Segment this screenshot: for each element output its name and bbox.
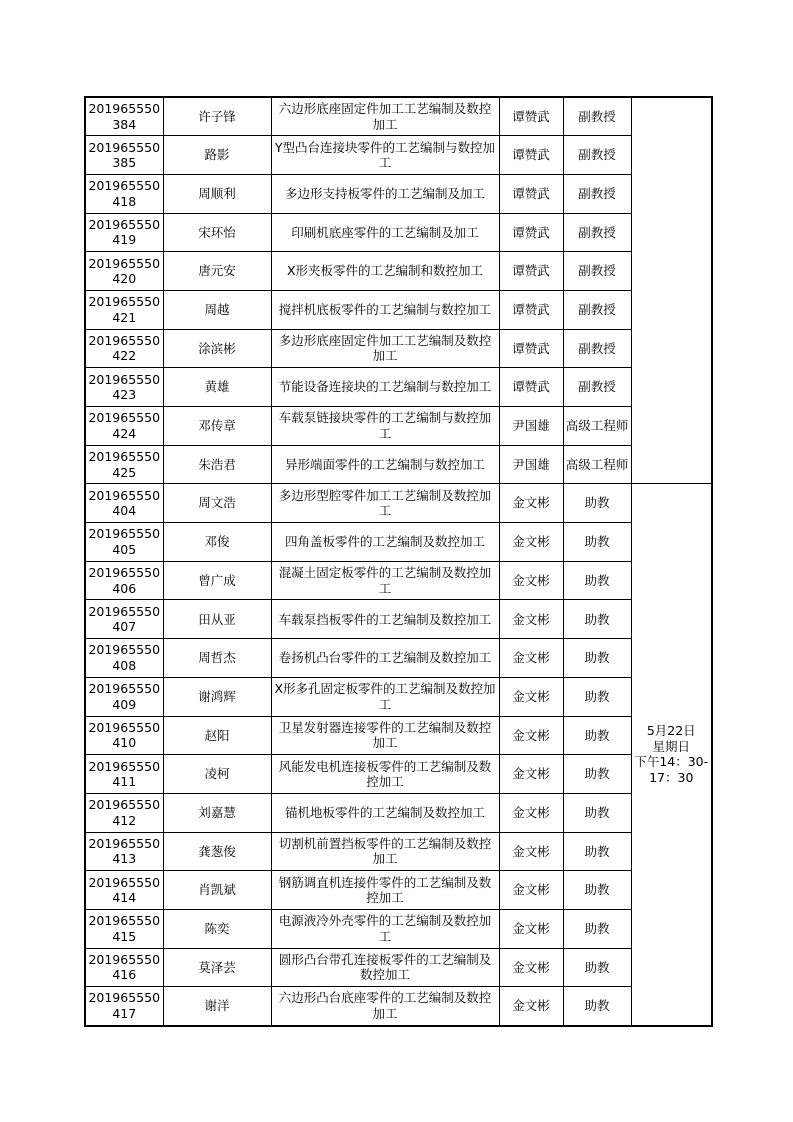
student-name-cell: 陈奕 — [163, 909, 271, 948]
thesis-title-cell: 印刷机底座零件的工艺编制及加工 — [271, 213, 499, 252]
student-id-cell: 201965550411 — [85, 755, 163, 794]
advisor-rank-cell: 助教 — [563, 484, 631, 523]
table-row — [85, 948, 712, 987]
thesis-title-cell: 多边形支持板零件的工艺编制及加工 — [271, 174, 499, 213]
thesis-title-cell: 卷扬机凸台零件的工艺编制及数控加工 — [271, 639, 499, 678]
schedule-weekday: 星期日 — [652, 738, 690, 754]
student-name-cell: 涂滨彬 — [163, 329, 271, 368]
student-name-cell: 周顺利 — [163, 174, 271, 213]
thesis-title-cell: 多边形型腔零件加工工艺编制及数控加工 — [271, 484, 499, 523]
table-row — [85, 329, 712, 368]
advisor-rank-cell: 助教 — [563, 677, 631, 716]
student-name-cell: 唐元安 — [163, 252, 271, 291]
student-name-cell: 肖凯斌 — [163, 871, 271, 910]
thesis-title-cell: 钢筋调直机连接件零件的工艺编制及数控加工 — [271, 871, 499, 910]
advisor-cell: 谭赞武 — [499, 97, 563, 136]
advisor-rank-cell: 助教 — [563, 716, 631, 755]
table-row — [85, 97, 712, 136]
student-id-cell: 201965550421 — [85, 290, 163, 329]
student-id-cell: 201965550417 — [85, 987, 163, 1026]
student-id-cell: 201965550407 — [85, 600, 163, 639]
thesis-title-cell: 电源液冷外壳零件的工艺编制及数控加工 — [271, 909, 499, 948]
advisor-cell: 金文彬 — [499, 987, 563, 1026]
student-name-cell: 邓俊 — [163, 523, 271, 562]
advisor-rank-cell: 高级工程师 — [563, 407, 631, 446]
thesis-title-cell: X形多孔固定板零件的工艺编制及数控加工 — [271, 677, 499, 716]
table-row — [85, 832, 712, 871]
table-row — [85, 523, 712, 562]
advisor-rank-cell: 副教授 — [563, 368, 631, 407]
student-id-cell: 201965550418 — [85, 174, 163, 213]
advisor-rank-cell: 助教 — [563, 755, 631, 794]
student-id-cell: 201965550409 — [85, 677, 163, 716]
thesis-title-cell: 六边形凸台底座零件的工艺编制及数控加工 — [271, 987, 499, 1026]
student-id-cell: 201965550425 — [85, 445, 163, 484]
student-name-cell: 路影 — [163, 136, 271, 175]
schedule-date: 5月22日 — [646, 723, 696, 739]
student-name-cell: 刘嘉慧 — [163, 793, 271, 832]
table-row — [85, 213, 712, 252]
thesis-title-cell: 车载泵挡板零件的工艺编制及数控加工 — [271, 600, 499, 639]
student-id-cell: 201965550406 — [85, 561, 163, 600]
thesis-title-cell: 卫星发射器连接零件的工艺编制及数控加工 — [271, 716, 499, 755]
student-id-cell: 201965550412 — [85, 793, 163, 832]
advisor-rank-cell: 副教授 — [563, 136, 631, 175]
student-name-cell: 曾广成 — [163, 561, 271, 600]
student-id-cell: 201965550405 — [85, 523, 163, 562]
advisor-cell: 金文彬 — [499, 600, 563, 639]
student-name-cell: 谢鸿辉 — [163, 677, 271, 716]
student-name-cell: 赵阳 — [163, 716, 271, 755]
student-name-cell: 黄雄 — [163, 368, 271, 407]
student-id-cell: 201965550424 — [85, 407, 163, 446]
table-row — [85, 290, 712, 329]
advisor-cell: 金文彬 — [499, 871, 563, 910]
advisor-rank-cell: 助教 — [563, 987, 631, 1026]
student-id-cell: 201965550416 — [85, 948, 163, 987]
thesis-title-cell: Y型凸台连接块零件的工艺编制与数控加工 — [271, 136, 499, 175]
advisor-cell: 金文彬 — [499, 832, 563, 871]
advisor-cell: 金文彬 — [499, 484, 563, 523]
advisor-rank-cell: 副教授 — [563, 213, 631, 252]
advisor-rank-cell: 高级工程师 — [563, 445, 631, 484]
advisor-rank-cell: 助教 — [563, 523, 631, 562]
student-name-cell: 周文浩 — [163, 484, 271, 523]
advisor-rank-cell: 副教授 — [563, 252, 631, 291]
advisor-rank-cell: 副教授 — [563, 329, 631, 368]
advisor-rank-cell: 副教授 — [563, 97, 631, 136]
advisor-cell: 谭赞武 — [499, 136, 563, 175]
advisor-cell: 金文彬 — [499, 639, 563, 678]
table-row — [85, 909, 712, 948]
student-name-cell: 凌柯 — [163, 755, 271, 794]
advisor-cell: 谭赞武 — [499, 368, 563, 407]
table-row — [85, 987, 712, 1026]
advisor-rank-cell: 助教 — [563, 909, 631, 948]
table-row — [85, 136, 712, 175]
thesis-title-cell: 四角盖板零件的工艺编制及数控加工 — [271, 523, 499, 562]
table-row — [85, 252, 712, 291]
student-name-cell: 莫泽芸 — [163, 948, 271, 987]
table-row — [85, 600, 712, 639]
student-id-cell: 201965550404 — [85, 484, 163, 523]
student-name-cell: 龚葱俊 — [163, 832, 271, 871]
schedule-time: 下午14：30-17：30 — [634, 754, 709, 785]
schedule-cell — [631, 484, 712, 1026]
table-row — [85, 484, 712, 523]
advisor-rank-cell: 助教 — [563, 561, 631, 600]
advisor-cell: 谭赞武 — [499, 174, 563, 213]
student-name-cell: 周哲杰 — [163, 639, 271, 678]
student-name-cell: 田从亚 — [163, 600, 271, 639]
student-id-cell: 201965550408 — [85, 639, 163, 678]
student-name-cell: 周越 — [163, 290, 271, 329]
student-name-cell: 许子锋 — [163, 97, 271, 136]
table-row — [85, 407, 712, 446]
table-row — [85, 793, 712, 832]
table-row — [85, 174, 712, 213]
defense-schedule-table — [84, 96, 713, 1027]
student-name-cell: 邓传章 — [163, 407, 271, 446]
advisor-cell: 金文彬 — [499, 793, 563, 832]
student-id-cell: 201965550414 — [85, 871, 163, 910]
advisor-cell: 谭赞武 — [499, 329, 563, 368]
student-id-cell: 201965550415 — [85, 909, 163, 948]
thesis-title-cell: 风能发电机连接板零件的工艺编制及数控加工 — [271, 755, 499, 794]
advisor-rank-cell: 副教授 — [563, 290, 631, 329]
table-row — [85, 871, 712, 910]
advisor-cell: 金文彬 — [499, 909, 563, 948]
thesis-title-cell: 车载泵链接块零件的工艺编制与数控加工 — [271, 407, 499, 446]
table-row — [85, 445, 712, 484]
student-id-cell: 201965550420 — [85, 252, 163, 291]
thesis-title-cell: 圆形凸台带孔连接板零件的工艺编制及数控加工 — [271, 948, 499, 987]
advisor-cell: 金文彬 — [499, 561, 563, 600]
advisor-cell: 尹国雄 — [499, 407, 563, 446]
table-row — [85, 716, 712, 755]
advisor-rank-cell: 助教 — [563, 948, 631, 987]
table-row — [85, 755, 712, 794]
thesis-title-cell: X形夹板零件的工艺编制和数控加工 — [271, 252, 499, 291]
student-id-cell: 201965550419 — [85, 213, 163, 252]
table-row — [85, 639, 712, 678]
thesis-title-cell: 混凝土固定板零件的工艺编制及数控加工 — [271, 561, 499, 600]
thesis-title-cell: 节能设备连接块的工艺编制与数控加工 — [271, 368, 499, 407]
advisor-cell: 尹国雄 — [499, 445, 563, 484]
table-row — [85, 368, 712, 407]
student-name-cell: 谢洋 — [163, 987, 271, 1026]
advisor-cell: 金文彬 — [499, 523, 563, 562]
thesis-title-cell: 异形端面零件的工艺编制与数控加工 — [271, 445, 499, 484]
advisor-rank-cell: 助教 — [563, 639, 631, 678]
advisor-cell: 金文彬 — [499, 755, 563, 794]
thesis-title-cell: 搅拌机底板零件的工艺编制与数控加工 — [271, 290, 499, 329]
student-id-cell: 201965550422 — [85, 329, 163, 368]
table-row — [85, 561, 712, 600]
student-id-cell: 201965550384 — [85, 97, 163, 136]
advisor-rank-cell: 助教 — [563, 871, 631, 910]
advisor-cell: 金文彬 — [499, 677, 563, 716]
student-name-cell: 宋环怡 — [163, 213, 271, 252]
advisor-cell: 谭赞武 — [499, 213, 563, 252]
thesis-title-cell: 锚机地板零件的工艺编制及数控加工 — [271, 793, 499, 832]
student-name-cell: 朱浩君 — [163, 445, 271, 484]
advisor-rank-cell: 助教 — [563, 832, 631, 871]
advisor-cell: 谭赞武 — [499, 290, 563, 329]
thesis-title-cell: 多边形底座固定件加工工艺编制及数控加工 — [271, 329, 499, 368]
student-id-cell: 201965550413 — [85, 832, 163, 871]
advisor-cell: 金文彬 — [499, 716, 563, 755]
advisor-cell: 谭赞武 — [499, 252, 563, 291]
thesis-title-cell: 切割机前置挡板零件的工艺编制及数控加工 — [271, 832, 499, 871]
table-body — [85, 97, 712, 1026]
advisor-rank-cell: 副教授 — [563, 174, 631, 213]
table-row — [85, 677, 712, 716]
advisor-rank-cell: 助教 — [563, 793, 631, 832]
student-id-cell: 201965550385 — [85, 136, 163, 175]
thesis-title-cell: 六边形底座固定件加工工艺编制及数控加工 — [271, 97, 499, 136]
schedule-cell — [631, 97, 712, 484]
advisor-cell: 金文彬 — [499, 948, 563, 987]
advisor-rank-cell: 助教 — [563, 600, 631, 639]
student-id-cell: 201965550410 — [85, 716, 163, 755]
student-id-cell: 201965550423 — [85, 368, 163, 407]
